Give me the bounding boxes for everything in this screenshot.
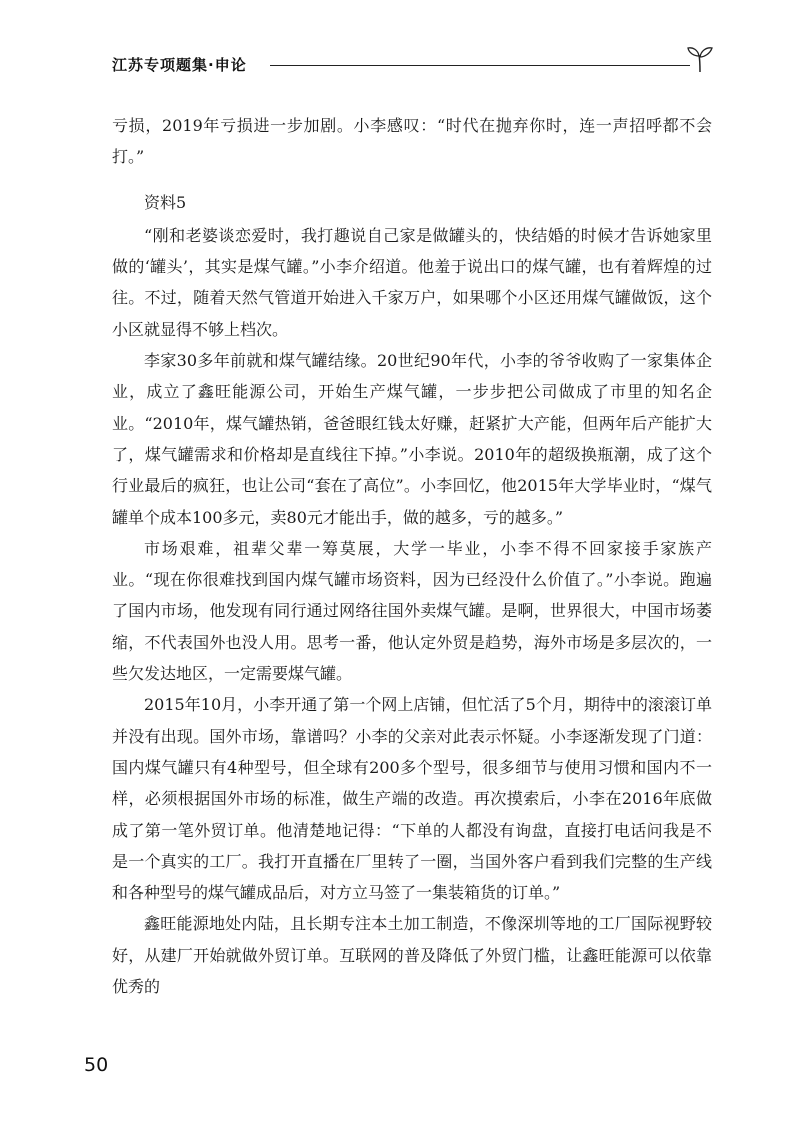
- paragraph: 2015年10月，小李开通了第一个网上店铺，但忙活了5个月，期待中的滚滚订单并没有出现。国外市场，靠谱吗？小李的父亲对此表示怀疑。小李逐渐发现了门道：国内煤气罐只有4种型号，但全球有200多个型号，很多细节与使用习惯和国内不一样，必须根据国外市场的标准，做生产端的改造。再次摸索后，小李在2016年底做成了第一笔外贸订单。他清楚地记得：“下单的人都没有询盘，直接打电话问我是不是一个真实的工厂。我打开直播在厂里转了一圈，当国外客户看到我们完整的生产线和各种型号的煤气罐成品后，对方立马签了一集装箱货的订单。”: [112, 695, 712, 903]
- paragraph: 李家30多年前就和煤气罐结缘。20世纪90年代，小李的爷爷收购了一家集体企业，成立了鑫旺能源公司，开始生产煤气罐，一步步把公司做成了市里的知名企业。“2010年，煤气罐热销，爸爸眼红钱太好赚，赶紧扩大产能，但两年后产能扩大了，煤气罐需求和价格却是直线往下掉。”小李说。2010年的超级换瓶潮，成了这个行业最后的疯狂，也让公司“套在了高位”。小李回忆，他2015年大学毕业时，“煤气罐单个成本100多元，卖80元才能出手，做的越多，亏的越多。”: [112, 351, 712, 527]
- sprout-icon: [686, 44, 714, 74]
- header-rule: [270, 65, 690, 66]
- page-body: [112, 110, 712, 1002]
- running-header: [112, 44, 712, 84]
- paragraph: 市场艰难，祖辈父辈一筹莫展，大学一毕业，小李不得不回家接手家族产业。“现在你很难找到国内煤气罐市场资料，因为已经没什么价值了。”小李说。跑遍了国内市场，他发现有同行通过网络往国外卖煤气罐。是啊，世界很大，中国市场萎缩，不代表国外也没人用。思考一番，他认定外贸是趋势，海外市场是多层次的，一些欠发达地区，一定需要煤气罐。: [112, 538, 712, 684]
- section-label: 资料5: [144, 192, 187, 212]
- paragraph: 鑫旺能源地处内陆，且长期专注本土加工制造，不像深圳等地的工厂国际视野较好，从建厂开始就做外贸订单。互联网的普及降低了外贸门槛，让鑫旺能源可以依靠优秀的: [112, 914, 712, 997]
- paragraph: “刚和老婆谈恋爱时，我打趣说自己家是做罐头的，快结婚的时候才告诉她家里做的‘罐头’，其实是煤气罐。”小李介绍道。他羞于说出口的煤气罐，也有着辉煌的过往。不过，随着天然气管道开始进入千家万户，如果哪个小区还用煤气罐做饭，这个小区就显得不够上档次。: [112, 225, 712, 339]
- lead-paragraph: 亏损，2019年亏损进一步加剧。小李感叹：“时代在抛弃你时，连一声招呼都不会打。”: [112, 116, 712, 167]
- page-number: 50: [84, 1054, 109, 1076]
- header-title: 江苏专项题集·申论: [112, 56, 247, 74]
